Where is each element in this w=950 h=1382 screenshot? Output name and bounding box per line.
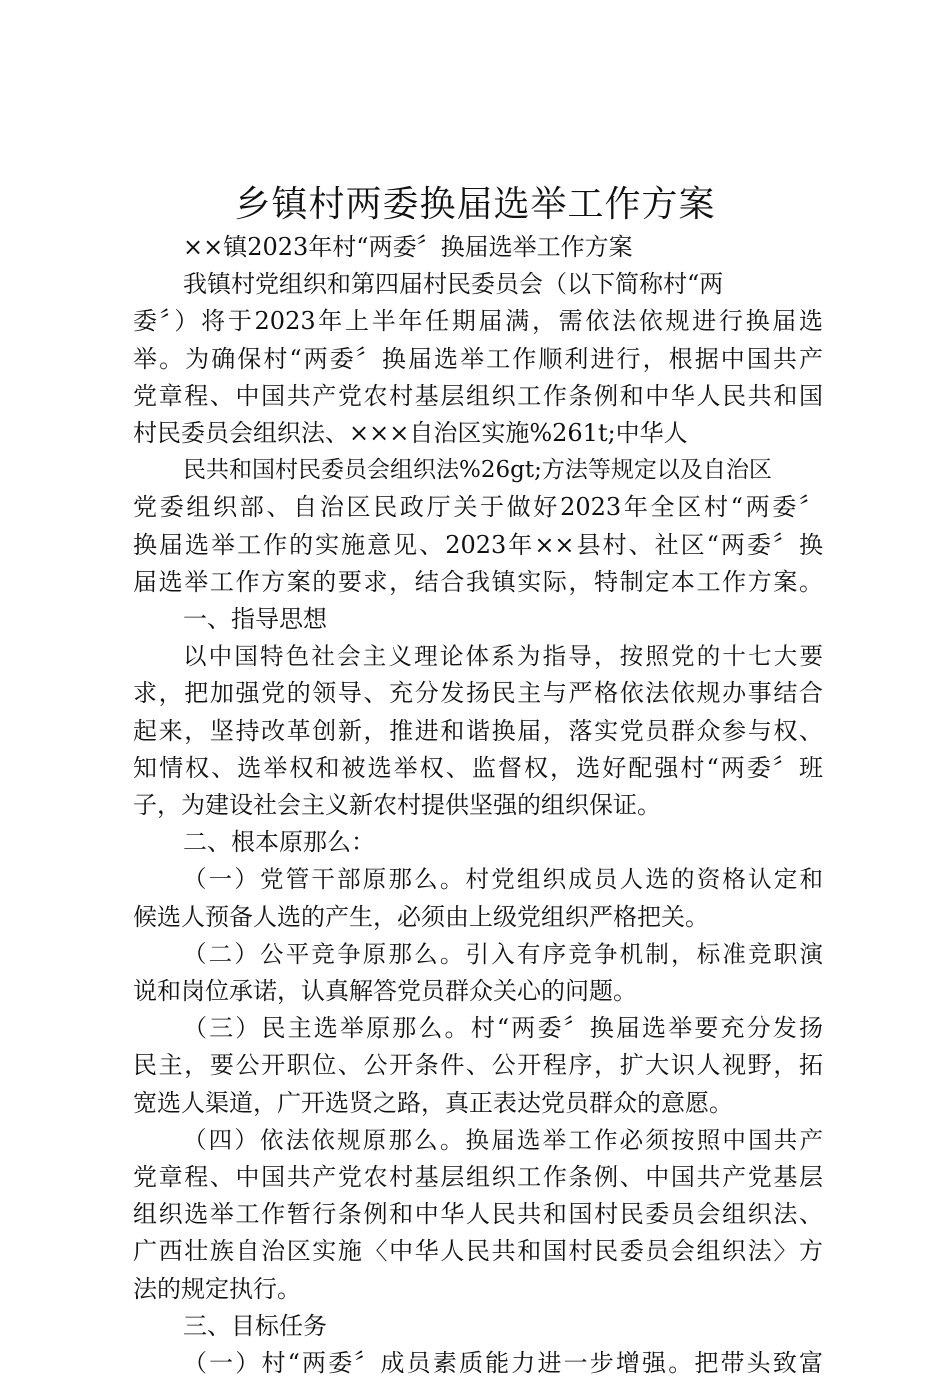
body-line: （四）依法依规原那么。换届选举工作必须按照中国共产 bbox=[183, 1125, 823, 1154]
body-line: （二）公平竞争原那么。引入有序竞争机制，标准竞职演 bbox=[183, 939, 823, 968]
body-line: 候选人预备人选的产生，必须由上级党组织严格把关。 bbox=[133, 902, 709, 931]
body-line: 党委组织部、自治区民政厅关于做好2023年全区村“两委〞 bbox=[133, 493, 823, 522]
document-body bbox=[133, 229, 823, 1382]
body-line: ××镇2023年村“两委〞换届选举工作方案 bbox=[183, 233, 633, 261]
body-line: （一）党管干部原那么。村党组织成员人选的资格认定和 bbox=[183, 865, 823, 894]
body-line: 广西壮族自治区实施〈中华人民共和国村民委员会组织法〉方 bbox=[133, 1237, 823, 1266]
body-line: 法的规定执行。 bbox=[133, 1274, 301, 1303]
body-line: 子，为建设社会主义新农村提供坚强的组织保证。 bbox=[133, 791, 661, 820]
body-line: 知情权、选举权和被选举权、监督权，选好配强村“两委〞班 bbox=[133, 753, 823, 782]
body-line: 党章程、中国共产党农村基层组织工作条例、中国共产党基层 bbox=[133, 1163, 823, 1192]
body-line: 一、指导思想 bbox=[183, 605, 327, 634]
body-line: 委〞）将于2023年上半年任期届满，需依法依规进行换届选 bbox=[133, 307, 823, 336]
body-line: 求，把加强党的领导、充分发扬民主与严格依法依规办事结合 bbox=[133, 679, 823, 708]
body-line: 我镇村党组织和第四届村民委员会（以下简称村“两 bbox=[183, 270, 724, 299]
body-line: 举。为确保村“两委〞换届选举工作顺利进行，根据中国共产 bbox=[133, 344, 823, 373]
body-line: 起来，坚持改革创新，推进和谐换届，落实党员群众参与权、 bbox=[133, 716, 823, 745]
document-title: 乡镇村两委换届选举工作方案 bbox=[234, 184, 716, 225]
body-line: 说和岗位承诺，认真解答党员群众关心的问题。 bbox=[133, 977, 637, 1006]
body-line: 以中国特色社会主义理论体系为指导，按照党的十七大要 bbox=[183, 642, 823, 671]
body-line: 三、目标任务 bbox=[183, 1311, 327, 1340]
body-line: 民共和国村民委员会组织法%26gt;方法等规定以及自治区 bbox=[183, 457, 772, 484]
body-line: 宽选人渠道，广开选贤之路，真正表达党员群众的意愿。 bbox=[133, 1088, 733, 1117]
body-line: 二、根本原那么： bbox=[183, 828, 375, 857]
body-line: （三）民主选举原那么。村“两委〞换届选举要充分发扬 bbox=[183, 1014, 823, 1043]
body-line: 届选举工作方案的要求，结合我镇实际，特制定本工作方案。 bbox=[133, 567, 823, 596]
body-line: 换届选举工作的实施意见、2023年××县村、社区“两委〞换 bbox=[133, 530, 823, 559]
body-line: 民主，要公开职位、公开条件、公开程序，扩大识人视野，拓 bbox=[133, 1051, 823, 1080]
body-line: （一）村“两委〞成员素质能力进一步增强。把带头致富 bbox=[183, 1349, 823, 1378]
body-line: 组织选举工作暂行条例和中华人民共和国村民委员会组织法、 bbox=[133, 1200, 823, 1229]
body-line: 村民委员会组织法、×××自治区实施%261t;中华人 bbox=[133, 419, 688, 448]
body-line: 党章程、中国共产党农村基层组织工作条例和中华人民共和国 bbox=[133, 381, 823, 410]
